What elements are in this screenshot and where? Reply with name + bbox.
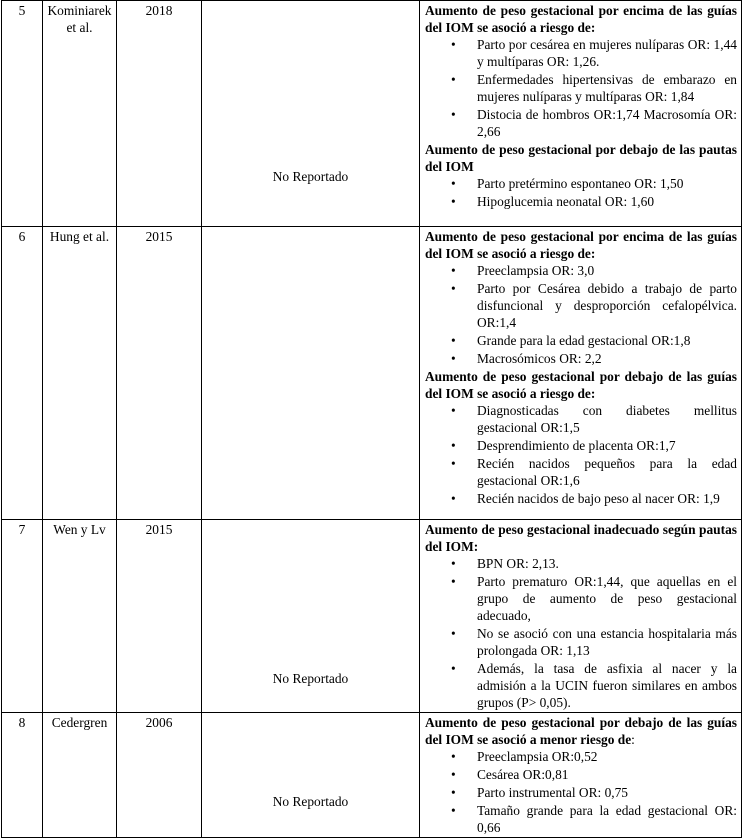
list-item: • Enfermedades hipertensivas de embarazo en mujeres nulíparas y multíparas OR: 1,84 (477, 71, 737, 105)
row-reported-cell (202, 520, 420, 713)
row-number: 6 (2, 227, 43, 520)
row-reported-cell (202, 713, 420, 838)
list-item: • Además, la tasa de asfixia al nacer y la admisión a la UCIN fueron similares en ambos grupos (P> 0,05). (477, 660, 737, 711)
list-item: • Preeclampsia OR: 3,0 (477, 262, 737, 279)
list-item: • BPN OR: 2,13. (477, 555, 737, 572)
result-list (425, 748, 737, 836)
list-item: • Parto pretérmino espontaneo OR: 1,50 (477, 175, 737, 192)
result-list (425, 402, 737, 507)
list-item: • Grande para la edad gestacional OR:1,8 (477, 332, 737, 349)
section-heading: Aumento de peso gestacional por debajo de las guías del IOM se asoció a menor riesgo de (425, 715, 737, 747)
row-number: 7 (2, 520, 43, 713)
list-item: • Distocia de hombros OR:1,74 Macrosomía OR: 2,66 (477, 106, 737, 140)
list-item: • Parto instrumental OR: 0,75 (477, 784, 737, 801)
row-results (420, 520, 742, 713)
list-item: • Desprendimiento de placenta OR:1,7 (477, 437, 737, 454)
row-author: Wen y Lv (43, 520, 117, 713)
list-item: • Macrosómicos OR: 2,2 (477, 350, 737, 367)
section-heading: Aumento de peso gestacional por encima de las guías del IOM se asoció a riesgo de: (425, 229, 737, 261)
list-item: • No se asoció con una estancia hospitalaria más prolongada OR: 1,13 (477, 625, 737, 659)
section-heading: Aumento de peso gestacional por debajo de las pautas del IOM (425, 142, 737, 174)
row-results (420, 227, 742, 520)
table-row (2, 1, 742, 227)
row-year: 2006 (117, 713, 202, 838)
section-heading-tail: : (631, 732, 635, 747)
list-item: • Parto por Cesárea debido a trabajo de parto disfuncional y desproporción cefalopélvica. OR:1,4 (477, 280, 737, 331)
row-author: Kominiarek et al. (43, 1, 117, 227)
row-results (420, 1, 742, 227)
row-number: 5 (2, 1, 43, 227)
not-reported-label: No Reportado (272, 169, 349, 184)
section-heading: Aumento de peso gestacional inadecuado según pautas del IOM: (425, 522, 737, 554)
section-heading: Aumento de peso gestacional por debajo de las guías del IOM se asoció a riesgo de: (425, 369, 737, 401)
not-reported-label: No Reportado (272, 794, 349, 809)
row-author: Cedergren (43, 713, 117, 838)
row-year: 2018 (117, 1, 202, 227)
result-list (425, 175, 737, 210)
list-item: • Parto por cesárea en mujeres nulíparas OR: 1,44 y multíparas OR: 1,26. (477, 36, 737, 70)
row-number: 8 (2, 713, 43, 838)
section-heading: Aumento de peso gestacional por encima de las guías del IOM se asoció a riesgo de: (425, 3, 737, 35)
list-item: • Parto prematuro OR:1,44, que aquellas en el grupo de aumento de peso gestacional adecuado, (477, 573, 737, 624)
list-item: • Cesárea OR:0,81 (477, 766, 737, 783)
row-reported-cell (202, 227, 420, 520)
result-list (425, 262, 737, 367)
table-row (2, 227, 742, 520)
list-item: • Diagnosticadas con diabetes mellitus gestacional OR:1,5 (477, 402, 737, 436)
list-item: • Recién nacidos pequeños para la edad gestacional OR:1,6 (477, 455, 737, 489)
result-list (425, 555, 737, 711)
section-heading-wrap (425, 714, 737, 748)
row-year: 2015 (117, 520, 202, 713)
row-author: Hung et al. (43, 227, 117, 520)
not-reported-label: No Reportado (272, 671, 349, 686)
list-item: • Hipoglucemia neonatal OR: 1,60 (477, 193, 737, 210)
list-item: • Tamaño grande para la edad gestacional OR: 0,66 (477, 802, 737, 836)
result-list (425, 36, 737, 140)
list-item: • Preeclampsia OR:0,52 (477, 748, 737, 765)
row-year: 2015 (117, 227, 202, 520)
row-reported-cell (202, 1, 420, 227)
results-table (1, 0, 742, 838)
table-row (2, 520, 742, 713)
list-item: • Recién nacidos de bajo peso al nacer OR: 1,9 (477, 490, 737, 507)
table-row (2, 713, 742, 838)
row-results (420, 713, 742, 838)
